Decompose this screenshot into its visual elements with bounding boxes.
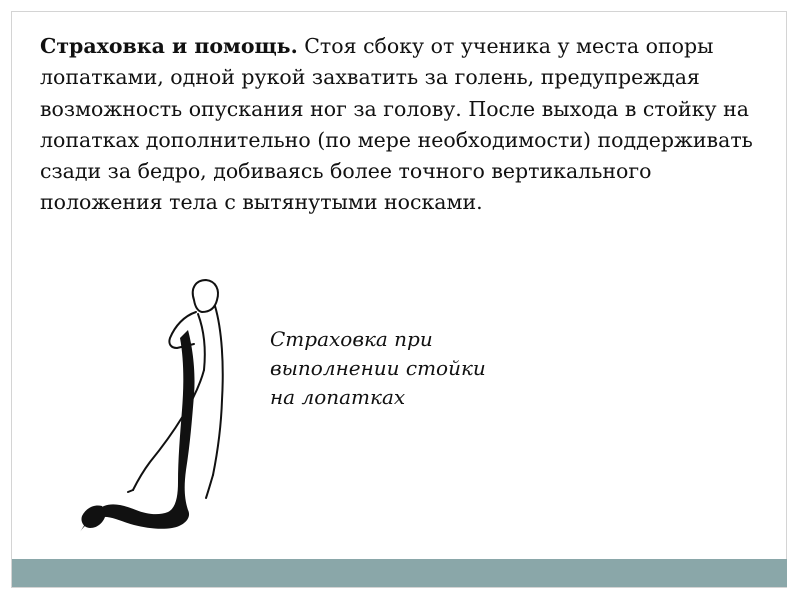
figure-caption: Страховка при выполнении стойки на лопатках — [270, 327, 486, 409]
paragraph-body: Стоя сбоку от ученика у места опоры лопатками, одной рукой захватить за голень, предупреждая возможность опускания ног за голову. После выхода в стойку на лопатках дополнительно (по мере необходимости) поддерживать сзади за бедро, добиваясь более точного вертикального положения тела с вытянутыми носками. — [40, 34, 753, 215]
spotting-illustration — [72, 270, 242, 545]
main-paragraph — [40, 31, 780, 219]
helper-head — [193, 280, 218, 312]
footer-bar — [12, 559, 787, 587]
helper-back-leg — [206, 475, 213, 498]
performer-head — [81, 505, 106, 528]
helper-back — [213, 306, 223, 475]
performer-body — [80, 330, 195, 532]
paragraph-lead: Страховка и помощь. — [40, 34, 298, 58]
